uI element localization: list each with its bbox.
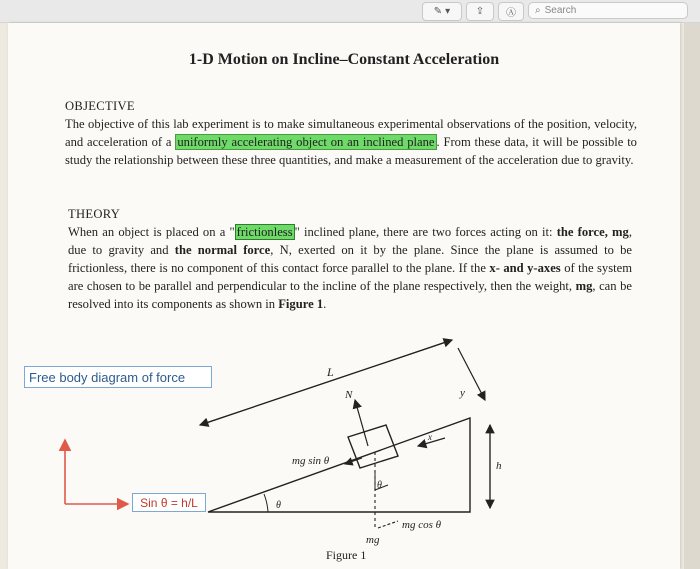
label-mg-sin: mg sin θ — [292, 455, 330, 467]
share-icon: ⇪ — [475, 6, 485, 17]
markup-icon: Ⓐ — [506, 8, 516, 19]
label-x: x — [428, 432, 432, 442]
label-N: N — [345, 389, 353, 401]
bold-term: x- and y-axes — [489, 261, 561, 275]
bold-term: Figure 1 — [278, 297, 324, 311]
mg-cos-line — [378, 521, 398, 528]
normal-force-arrow — [355, 400, 368, 446]
theory-text-part: , can be resolved into its components as shown in — [68, 279, 632, 311]
free-body-annotation[interactable]: Free body diagram of force — [24, 366, 212, 388]
label-y: y — [460, 387, 465, 399]
label-mg: mg — [366, 534, 380, 546]
sin-annotation[interactable]: Sin θ = h/L — [132, 493, 206, 512]
chevron-down-icon: ▾ — [445, 6, 451, 17]
highlighted-text[interactable]: uniformly accelerating object on an inclined plane — [177, 135, 435, 149]
page-title: 1-D Motion on Incline–Constant Acceleration — [188, 51, 500, 68]
pen-icon: ✎ — [433, 6, 443, 17]
theory-text-part: . — [323, 297, 327, 311]
bold-term: the normal force — [174, 243, 271, 257]
bold-term: mg — [575, 279, 593, 293]
label-theta-base: θ — [276, 500, 281, 511]
figure-caption: Figure 1 — [326, 548, 367, 562]
theory-text-part: , due to gravity and — [68, 225, 632, 257]
label-theta-block: θ — [377, 480, 382, 491]
theory-text-part: " inclined plane, there are two forces acting on it: — [294, 225, 557, 239]
objective-text-part: . From these data, it will be possible to study the relationship between these three quantities, and make a measurement of the acceleration due to gravity. — [65, 135, 637, 167]
search-placeholder: Search — [544, 5, 577, 16]
label-h: h — [496, 460, 502, 472]
theory-text-part: of the system are chosen to be parallel and perpendicular to the incline of the plane respectively, then the weight, — [68, 261, 633, 293]
length-arrow-back — [200, 340, 452, 425]
label-L: L — [327, 365, 334, 379]
mg-sin-arrow — [345, 458, 362, 464]
highlighted-text[interactable]: frictionless — [236, 225, 293, 239]
label-mg-cos: mg cos θ — [402, 519, 442, 531]
bold-term: the force, mg — [556, 225, 629, 239]
base-angle-arc — [264, 494, 268, 512]
objective-heading: OBJECTIVE — [65, 99, 135, 113]
theory-heading: THEORY — [68, 207, 121, 221]
objective-text-part: The objective of this lab experiment is to make simultaneous experimental observations of the position, velocity, and acceleration of a — [65, 117, 637, 149]
theory-text-part: , N, exerted on it by the plane. Since the plane is assumed to be frictionless, there is no component of this contact force parallel to the plane. If the — [68, 243, 633, 275]
search-icon: ⌕ — [535, 5, 541, 16]
theory-text-part: When an object is placed on a " — [68, 225, 235, 239]
